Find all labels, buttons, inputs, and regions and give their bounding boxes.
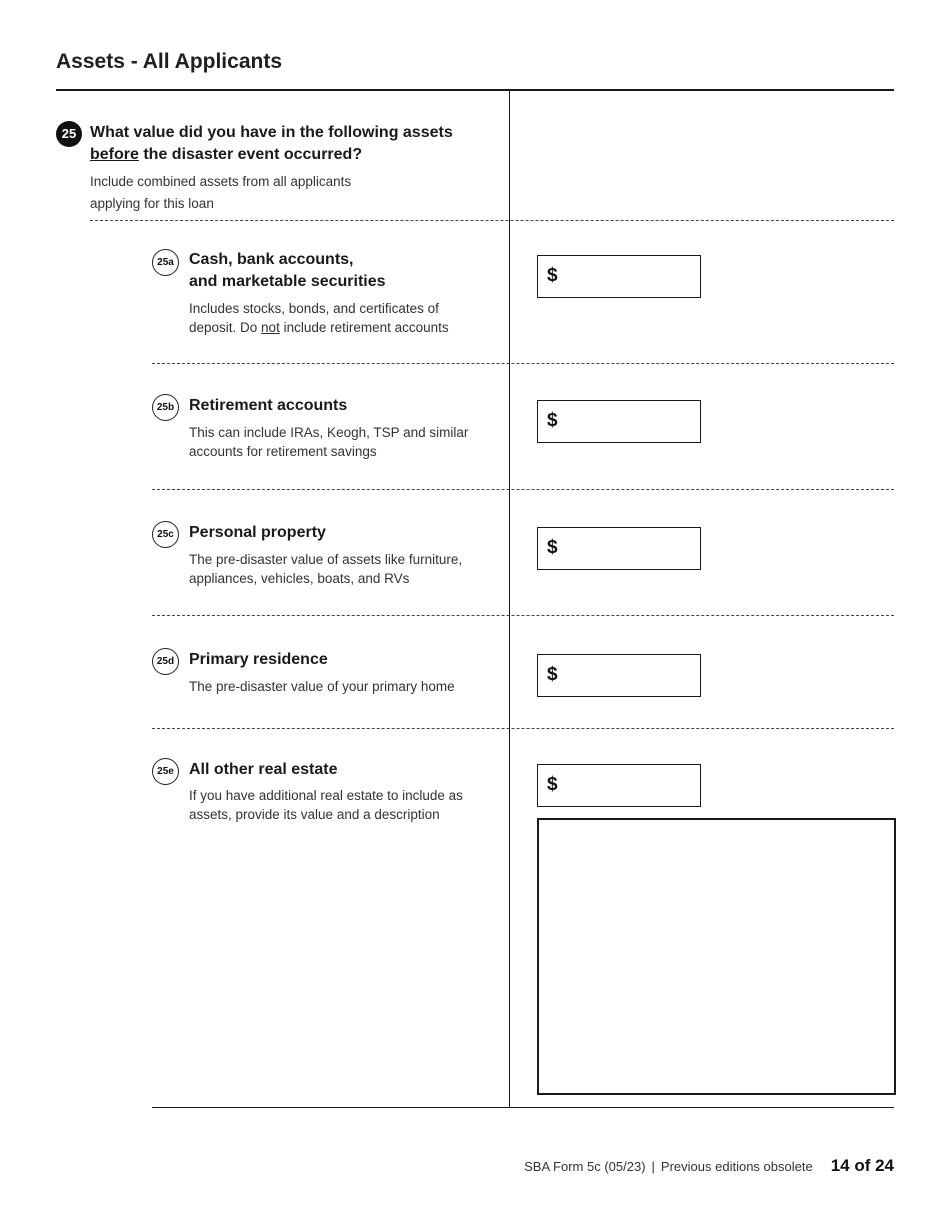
amount-input-25b[interactable] (566, 405, 698, 439)
title-divider (56, 89, 894, 91)
footer-separator: | (651, 1159, 655, 1174)
amount-input-25a[interactable] (566, 260, 698, 294)
item-label-25e: All other real estate (189, 761, 338, 778)
page-number: 14 of 24 (830, 1156, 894, 1175)
item-desc-25a (189, 300, 489, 337)
form-identifier: SBA Form 5c (05/23) (524, 1159, 646, 1174)
item-divider (152, 728, 894, 729)
currency-symbol: $ (547, 410, 558, 431)
amount-field-25d[interactable] (537, 654, 701, 697)
item-desc-25e: If you have additional real estate to include as assets, provide its value and a description (189, 788, 463, 822)
amount-input-25e[interactable] (566, 769, 698, 803)
section-divider (90, 220, 894, 221)
item-desc-25d: The pre-disaster value of your primary home (189, 679, 455, 694)
amount-input-25c[interactable] (566, 532, 698, 566)
item-desc-25a-emphasis: not (261, 319, 280, 335)
amount-field-25c[interactable] (537, 527, 701, 570)
item-badge-25b: 25b (152, 394, 179, 421)
currency-symbol: $ (547, 537, 558, 558)
item-label-25d: Primary residence (189, 651, 328, 668)
item-divider (152, 363, 894, 364)
amount-field-25e[interactable] (537, 764, 701, 807)
item-desc-25a-post: include retirement accounts (279, 319, 449, 335)
currency-symbol: $ (547, 774, 558, 795)
question-number-badge: 25 (56, 121, 82, 147)
real-estate-description-input[interactable] (539, 820, 894, 1093)
item-badge-25a: 25a (152, 249, 179, 276)
item-label-25b: Retirement accounts (189, 397, 348, 414)
question-title-emphasis: before (90, 146, 139, 163)
item-divider (152, 489, 894, 490)
amount-field-25a[interactable] (537, 255, 701, 298)
item-label-25c: Personal property (189, 524, 326, 541)
item-label-25a-line2: and marketable securities (189, 273, 386, 290)
item-badge-25c: 25c (152, 521, 179, 548)
column-divider (509, 90, 510, 1108)
amount-input-25d[interactable] (566, 659, 698, 693)
item-desc-25c: The pre-disaster value of assets like furniture, appliances, vehicles, boats, and RVs (189, 552, 463, 586)
item-desc-25b: This can include IRAs, Keogh, TSP and similar accounts for retirement savings (189, 425, 469, 459)
item-divider (152, 615, 894, 616)
question-title (90, 122, 490, 166)
real-estate-description-box[interactable] (537, 818, 896, 1095)
amount-field-25b[interactable] (537, 400, 701, 443)
item-desc-25a-pre: Includes stocks, bonds, and certificates of deposit. Do (189, 301, 439, 335)
currency-symbol: $ (547, 664, 558, 685)
question-hint: Include combined assets from all applicants applying for this loan (90, 174, 352, 211)
item-badge-25d: 25d (152, 648, 179, 675)
editions-note: Previous editions obsolete (660, 1159, 813, 1174)
bottom-divider (152, 1107, 894, 1108)
item-badge-25e: 25e (152, 758, 179, 785)
question-title-post: the disaster event occurred? (138, 146, 363, 163)
item-label-25a (189, 249, 489, 293)
currency-symbol: $ (547, 265, 558, 286)
section-title: Assets - All Applicants (56, 50, 282, 73)
question-title-pre: What value did you have in the following assets (90, 124, 453, 141)
item-label-25a-line1: Cash, bank accounts, (189, 251, 354, 268)
page-footer (524, 1156, 894, 1176)
